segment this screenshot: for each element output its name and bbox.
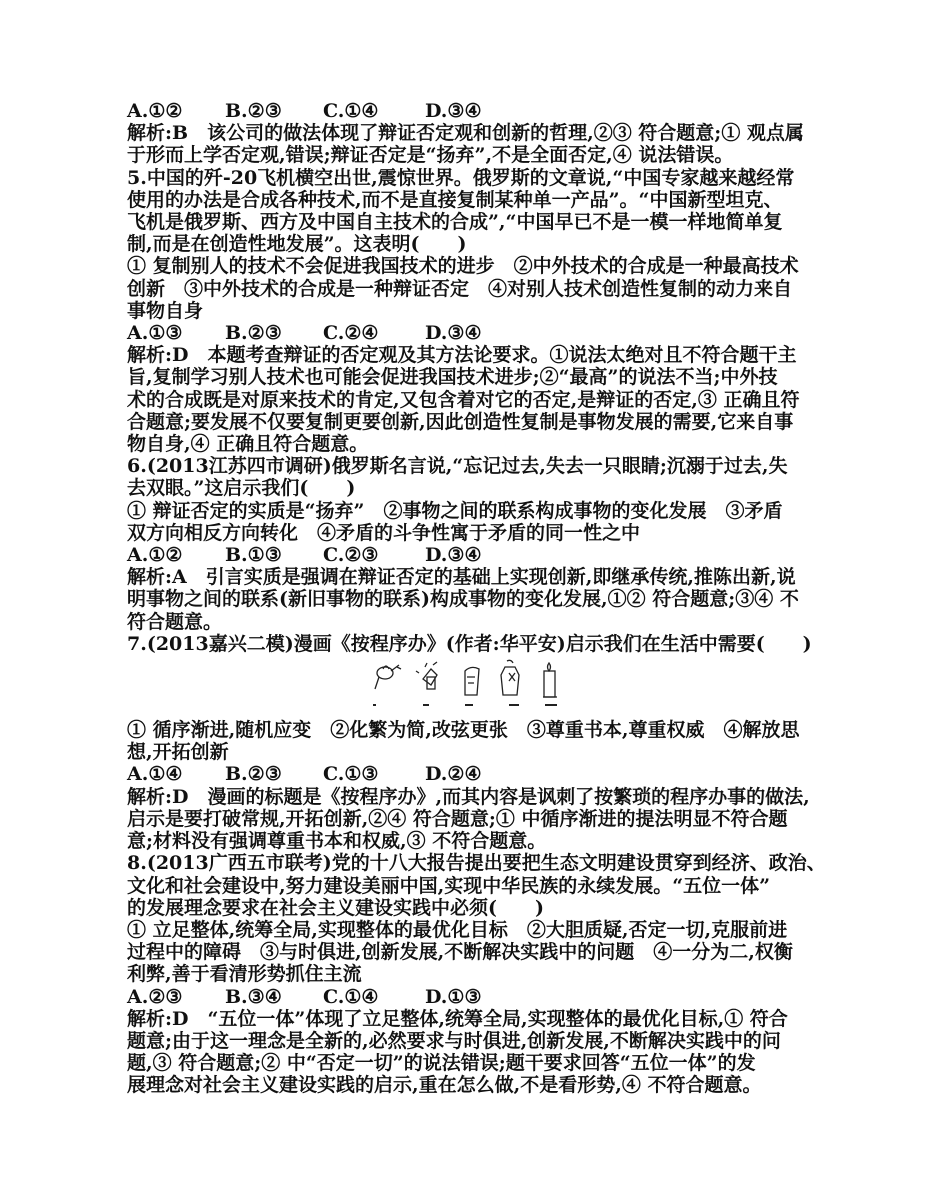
q7-analysis-line: 意;材料没有强调尊重书本和权威,③ 不符合题意。 (127, 830, 547, 853)
q6-analysis-line: 明事物之间的联系(新旧事物的联系)构成事物的变化发展,①② 符合题意;③④ 不 (127, 588, 799, 611)
option-a: A.①② (127, 100, 183, 122)
q5-analysis-line: 物自身,④ 正确且符合题意。 (127, 433, 369, 456)
option-b: B.②③ (225, 763, 282, 786)
q5-stem-line: 5.中国的歼-20飞机横空出世,震惊世界。俄罗斯的文章说,“中国专家越来越经常 (127, 166, 795, 189)
q5-analysis-line: 旨,复制学习别人技术也可能会促进我国技术进步;②“最高”的说法不当;中外技 (127, 366, 778, 389)
q6-choice-line: ① 辩证否定的实质是“扬弃” ②事物之间的联系构成事物的变化发展 ③矛盾 (127, 499, 783, 522)
q8-stem-line: 8.(2013广西五市联考)党的十八大报告提出要把生态文明建设贯穿到经济、政治、 (127, 852, 826, 875)
q5-choice-line: ① 复制别人的技术不会促进我国技术的进步 ②中外技术的合成是一种最高技术 (127, 255, 799, 278)
q6-stem-line: 去双眼。”这启示我们( ) (127, 477, 356, 500)
q5-choice-line: 事物自身 (127, 299, 204, 322)
option-a: A.①④ (127, 763, 183, 786)
option-b: B.②③ (225, 322, 282, 345)
option-d: D.③④ (425, 544, 482, 567)
option-c: C.①③ (323, 763, 379, 786)
option-d: D.③④ (425, 322, 482, 345)
option-d: D.①③ (425, 985, 482, 1008)
q4-options (127, 100, 827, 122)
q7-choice-line: ① 循序渐进,随机应变 ②化繁为简,改弦更张 ③尊重书本,尊重权威 ④解放思 (127, 719, 800, 742)
comic-illustration (127, 659, 827, 717)
q7-analysis-line: 解析:D 漫画的标题是《按程序办》,而其内容是讽刺了按繁琐的程序办事的做法, (127, 785, 810, 808)
q6-stem-line: 6.(2013江苏四市调研)俄罗斯名言说,“忘记过去,失去一只眼睛;沉溺于过去,失 (127, 455, 788, 478)
q8-analysis-line: 题,③ 符合题意;② 中“否定一切”的说法错误;题干要求回答“五位一体”的发 (127, 1052, 756, 1075)
q4-analysis-line: 于形而上学否定观,错误;辩证否定是“扬弃”,不是全面否定,④ 说法错误。 (127, 144, 734, 167)
q8-choice-line: ① 立足整体,统筹全局,实现整体的最优化目标 ②大胆质疑,否定一切,克服前进 (127, 918, 788, 941)
q7-stem-line: 7.(2013嘉兴二模)漫画《按程序办》(作者:华平安)启示我们在生活中需要( ) (127, 632, 812, 655)
q6-options (127, 544, 827, 566)
q8-stem-line: 文化和社会建设中,努力建设美丽中国,实现中华民族的永续发展。“五位一体” (127, 874, 771, 897)
option-c: C.①④ (323, 100, 379, 122)
q8-analysis-line: 展理念对社会主义建设实践的启示,重在怎么做,不是看形势,④ 不符合题意。 (127, 1074, 762, 1097)
q5-stem-line: 制,而是在创造性地发展”。这表明( ) (127, 233, 467, 256)
document-page (127, 100, 827, 1097)
q6-analysis-line: 解析:A 引言实质是强调在辩证否定的基础上实现创新,即继承传统,推陈出新,说 (127, 566, 796, 589)
q8-choice-line: 过程中的障碍 ③与时俱进,创新发展,不断解决实践中的问题 ④一分为二,权衡 (127, 941, 793, 964)
q4-analysis-line: 解析:B 该公司的做法体现了辩证否定观和创新的哲理,②③ 符合题意;① 观点属 (127, 122, 804, 145)
q6-choice-line: 双方向相反方向转化 ④矛盾的斗争性寓于矛盾的同一性之中 (127, 521, 641, 544)
option-d: D.②④ (425, 763, 482, 786)
q5-analysis-line: 术的合成既是对原来技术的肯定,又包含着对它的否定,是辩证的否定,③ 正确且符 (127, 388, 800, 411)
q7-analysis-line: 启示是要打破常规,开拓创新,②④ 符合题意;① 中循序渐进的提法明显不符合题 (127, 807, 788, 830)
option-a: A.①② (127, 544, 183, 567)
q5-analysis-line: 解析:D 本题考查辩证的否定观及其方法论要求。①说法太绝对且不符合题干主 (127, 344, 797, 367)
q5-options (127, 322, 827, 344)
q7-choice-line: 想,开拓创新 (127, 741, 229, 764)
option-b: B.②③ (225, 100, 282, 122)
q5-stem-line: 使用的办法是合成各种技术,而不是直接复制某种单一产品”。“中国新型坦克、 (127, 188, 783, 211)
q8-stem-line: 的发展理念要求在社会主义建设实践中必须( ) (127, 896, 544, 919)
q8-analysis-line: 题意;由于这一理念是全新的,必然要求与时俱进,创新发展,不断解决实践中的问 (127, 1029, 781, 1052)
option-a: A.②③ (127, 985, 183, 1008)
option-b: B.①③ (225, 544, 282, 567)
q6-analysis-line: 符合题意。 (127, 610, 223, 633)
q8-options (127, 986, 827, 1008)
q8-choice-line: 利弊,善于看清形势抓住主流 (127, 963, 362, 986)
option-b: B.③④ (225, 985, 282, 1008)
option-d: D.③④ (425, 100, 482, 122)
option-c: C.①④ (323, 985, 379, 1008)
q5-stem-line: 飞机是俄罗斯、西方及中国自主技术的合成”,“中国早已不是一模一样地简单复 (127, 211, 783, 234)
comic-panels-image (373, 659, 593, 715)
q5-choice-line: 创新 ③中外技术的合成是一种辩证否定 ④对别人技术创造性复制的动力来自 (127, 277, 793, 300)
option-a: A.①③ (127, 322, 183, 345)
option-c: C.②③ (323, 544, 379, 567)
q7-options (127, 763, 827, 785)
q8-analysis-line: 解析:D “五位一体”体现了立足整体,统筹全局,实现整体的最优化目标,① 符合 (127, 1007, 788, 1030)
q5-analysis-line: 合题意;要发展不仅要复制更要创新,因此创造性复制是事物发展的需要,它来自事 (127, 410, 794, 433)
option-c: C.②④ (323, 322, 379, 345)
